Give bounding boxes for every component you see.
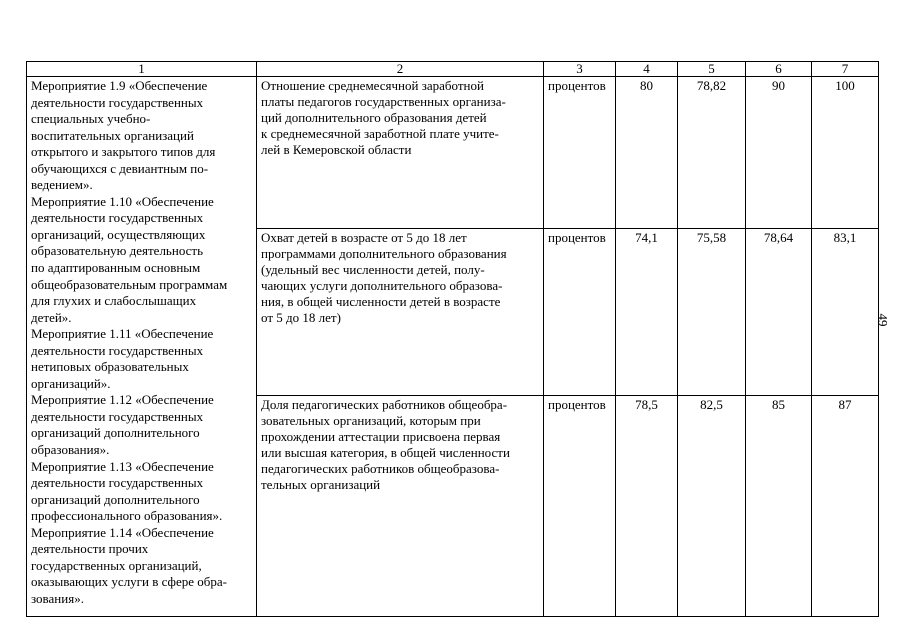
measure-line: деятельности государственных [31,342,204,358]
page-number: 49 [875,313,891,327]
indicator-line: ния, в общей численности детей в возрасте [261,294,501,309]
header-cell: 6 [746,62,812,77]
header-row [27,62,879,77]
value-cell-col6: 85 [746,396,812,617]
indicator-cell [257,396,544,617]
value-cell-col7: 100 [812,77,879,229]
indicator-line: Доля педагогических работников общеобра- [261,397,508,412]
value-cell-col6: 78,64 [746,229,812,396]
measure-line: Мероприятие 1.10 «Обеспечение [31,193,214,209]
indicator-line: педагогических работников общеобразова- [261,461,500,476]
value-cell-col5: 75,58 [678,229,746,396]
measure-line: Мероприятие 1.14 «Обеспечение [31,524,214,540]
measure-line: зования». [31,590,84,606]
measure-line: образования». [31,442,110,458]
measure-line: деятельности государственных [31,408,204,424]
indicator-line: зовательных организаций, которым при [261,413,481,428]
measure-line: по адаптированным основным [31,260,201,276]
unit-cell: процентов [544,396,616,617]
measure-line: Мероприятие 1.9 «Обеспечение [31,78,208,93]
measure-line: организаций». [31,375,111,391]
indicator-line: чающих услуги дополнительного образова- [261,278,503,293]
header-cell: 2 [257,62,544,77]
measure-line: организаций дополнительного [31,491,200,507]
indicator-cell [257,229,544,396]
measure-line: оказывающих услуги в сфере обра- [31,574,227,590]
measure-line: воспитательных организаций [31,127,194,143]
measure-line: государственных организаций, [31,557,202,573]
measures-cell [27,77,257,617]
indicator-line: прохождении аттестации присвоена первая [261,429,501,444]
indicator-line: Охват детей в возрасте от 5 до 18 лет [261,230,467,245]
value-cell-col5: 78,82 [678,77,746,229]
measure-line: Мероприятие 1.13 «Обеспечение [31,458,214,474]
indicator-line: к среднемесячной заработной плате учите- [261,126,499,141]
indicator-line: лей в Кемеровской области [261,142,412,157]
indicator-line: программами дополнительного образования [261,246,507,261]
indicator-line: Отношение среднемесячной заработной [261,78,484,93]
indicator-cell [257,77,544,229]
indicator-line: от 5 до 18 лет) [261,310,341,325]
indicator-line: (удельный вес численности детей, полу- [261,262,485,277]
value-cell-col7: 83,1 [812,229,879,396]
measure-line: организаций дополнительного [31,425,200,441]
measure-line: обучающихся с девиантным по- [31,160,209,176]
measure-line: деятельности государственных [31,94,204,110]
measure-line: Мероприятие 1.11 «Обеспечение [31,326,214,342]
measure-line: организаций, осуществляющих [31,226,206,242]
measure-line: деятельности прочих [31,541,149,557]
value-cell-col6: 90 [746,77,812,229]
measure-line: деятельности государственных [31,475,204,491]
header-cell: 1 [27,62,257,77]
measure-line: детей». [31,309,72,325]
value-cell-col7: 87 [812,396,879,617]
value-cell-col5: 82,5 [678,396,746,617]
measure-line: деятельности государственных [31,210,204,226]
measure-line: Мероприятие 1.12 «Обеспечение [31,392,214,408]
measure-line: образовательную деятельность [31,243,204,259]
measure-line: общеобразовательным программам [31,276,228,292]
value-cell-col4: 74,1 [616,229,678,396]
measure-line: для глухих и слабослышащих [31,293,197,309]
unit-cell: процентов [544,77,616,229]
measure-line: открытого и закрытого типов для [31,144,216,160]
measure-line: нетиповых образовательных [31,359,189,375]
unit-cell: процентов [544,229,616,396]
measure-line: специальных учебно- [31,111,151,127]
measure-line: ведением». [31,177,93,193]
value-cell-col4: 78,5 [616,396,678,617]
indicator-line: платы педагогов государственных организа- [261,94,506,109]
indicators-table [26,61,879,617]
indicator-line: или высшая категория, в общей численности [261,445,510,460]
header-cell: 4 [616,62,678,77]
value-cell-col4: 80 [616,77,678,229]
indicator-line: ций дополнительного образования детей [261,110,487,125]
indicator-line: тельных организаций [261,477,381,492]
table-row [27,77,879,229]
header-cell: 3 [544,62,616,77]
header-cell: 7 [812,62,879,77]
header-cell: 5 [678,62,746,77]
measure-line: профессионального образования». [31,508,223,524]
